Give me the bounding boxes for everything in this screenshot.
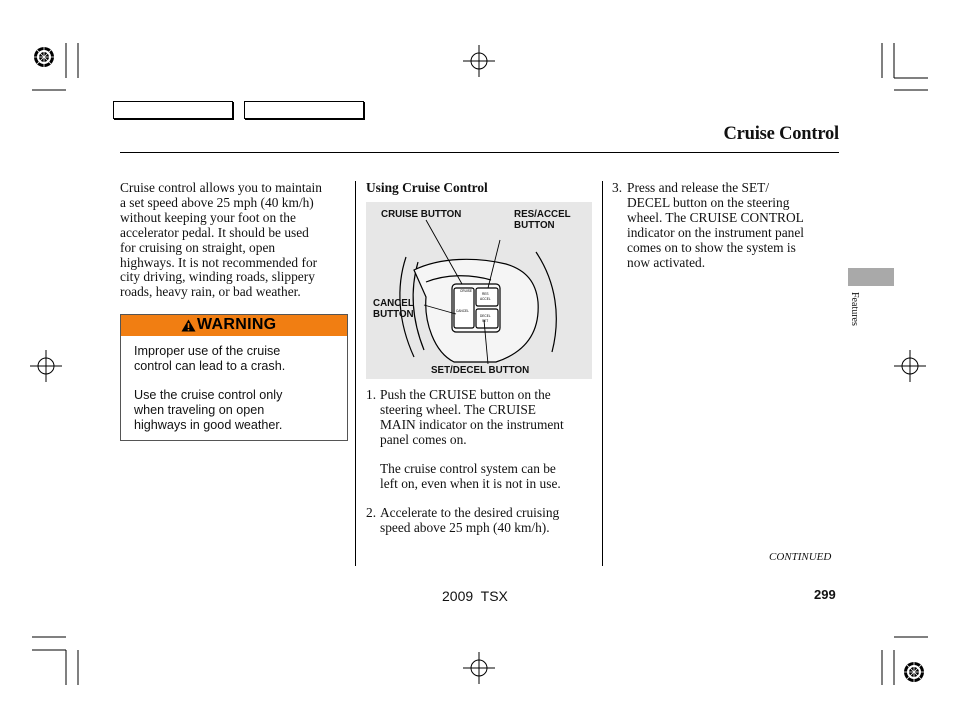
text-line: left on, even when it is not in use. (380, 475, 561, 491)
text-line: when traveling on open (134, 403, 265, 417)
label-cruise-button: CRUISE BUTTON (381, 209, 462, 220)
features-section-tab[interactable] (848, 268, 894, 286)
step-1 (366, 388, 598, 448)
section-heading: Using Cruise Control (366, 180, 488, 195)
switch-label-res: RES (482, 292, 489, 296)
warning-box (120, 314, 348, 441)
text-line: control can lead to a crash. (134, 359, 286, 373)
switch-label-cancel: CANCEL (456, 309, 469, 313)
warning-paragraph-1 (134, 344, 334, 374)
starburst-top-left (34, 47, 54, 67)
text-line: without keeping your foot on the (120, 209, 296, 225)
text-line: panel comes on. (380, 431, 467, 447)
column-divider-1 (355, 181, 356, 566)
text-line: CANCEL (373, 298, 414, 309)
warning-header (121, 315, 347, 336)
text-line: MAIN indicator on the instrument (380, 416, 564, 432)
label-cancel-button (373, 298, 414, 320)
title-rule (120, 152, 839, 153)
step-number: 2. (366, 505, 377, 520)
header-nav-box-1[interactable] (113, 101, 233, 119)
text-line: city driving, winding roads, slippery (120, 269, 315, 285)
label-res-accel-button (514, 209, 571, 231)
text-line: comes on to show the system is (627, 239, 796, 255)
text-line: accelerator pedal. It should be used (120, 224, 309, 240)
switch-label-set: SET (482, 319, 489, 323)
text-line: steering wheel. The CRUISE (380, 401, 536, 417)
text-line: roads, heavy rain, or bad weather. (120, 284, 301, 300)
text-line: Cruise control allows you to maintain (120, 180, 322, 195)
text-line: highways in good weather. (134, 418, 283, 432)
starburst-bottom-right (904, 662, 924, 682)
text-line: The cruise control system can be (380, 461, 556, 476)
warning-triangle-icon (181, 319, 196, 332)
text-line: wheel. The CRUISE CONTROL (627, 209, 804, 225)
crosshair-top (463, 45, 495, 77)
column-divider-2 (602, 181, 603, 566)
page-title: Cruise Control (723, 124, 839, 144)
steering-wheel-figure (366, 202, 592, 379)
step-3 (612, 181, 840, 270)
text-line: highways. It is not recommended for (120, 254, 318, 270)
model-label: 2009 TSX (442, 588, 508, 604)
features-side-label: Features (849, 292, 860, 326)
header-nav-box-2[interactable] (244, 101, 364, 119)
step-number: 1. (366, 387, 377, 402)
text-line: Push the CRUISE button on the (380, 387, 551, 402)
features-side-label-container (848, 292, 862, 352)
text-line: speed above 25 mph (40 km/h). (380, 519, 550, 535)
crosshair-bottom (463, 652, 495, 684)
warning-label: WARNING (197, 316, 277, 333)
text-line: Press and release the SET/ (627, 180, 770, 195)
intro-paragraph (120, 181, 352, 300)
warning-paragraph-2 (134, 388, 334, 433)
switch-label-accel: ACCEL (480, 297, 491, 301)
step-2 (366, 506, 598, 536)
label-set-decel-button: SET/DECEL BUTTON (431, 365, 530, 376)
text-line: RES/ACCEL (514, 209, 571, 220)
text-line: indicator on the instrument panel (627, 224, 805, 240)
text-line: Accelerate to the desired cruising (380, 505, 560, 520)
text-line: for cruising on straight, open (120, 239, 276, 255)
text-line: Use the cruise control only (134, 388, 283, 402)
switch-label-decel: DECEL (480, 314, 491, 318)
continued-label: CONTINUED (769, 551, 832, 563)
text-line: now activated. (627, 254, 706, 270)
text-line: Improper use of the cruise (134, 344, 281, 358)
text-line: DECEL button on the steering (627, 194, 790, 210)
text-line: a set speed above 25 mph (40 km/h) (120, 194, 314, 210)
crosshair-left (30, 350, 62, 382)
step-1-note (380, 462, 600, 492)
text-line: BUTTON (373, 309, 414, 320)
step-number: 3. (612, 180, 623, 195)
switch-label-cruise: CRUISE (460, 289, 473, 293)
page-number: 299 (814, 587, 836, 602)
text-line: BUTTON (514, 220, 555, 231)
crosshair-right (894, 350, 926, 382)
